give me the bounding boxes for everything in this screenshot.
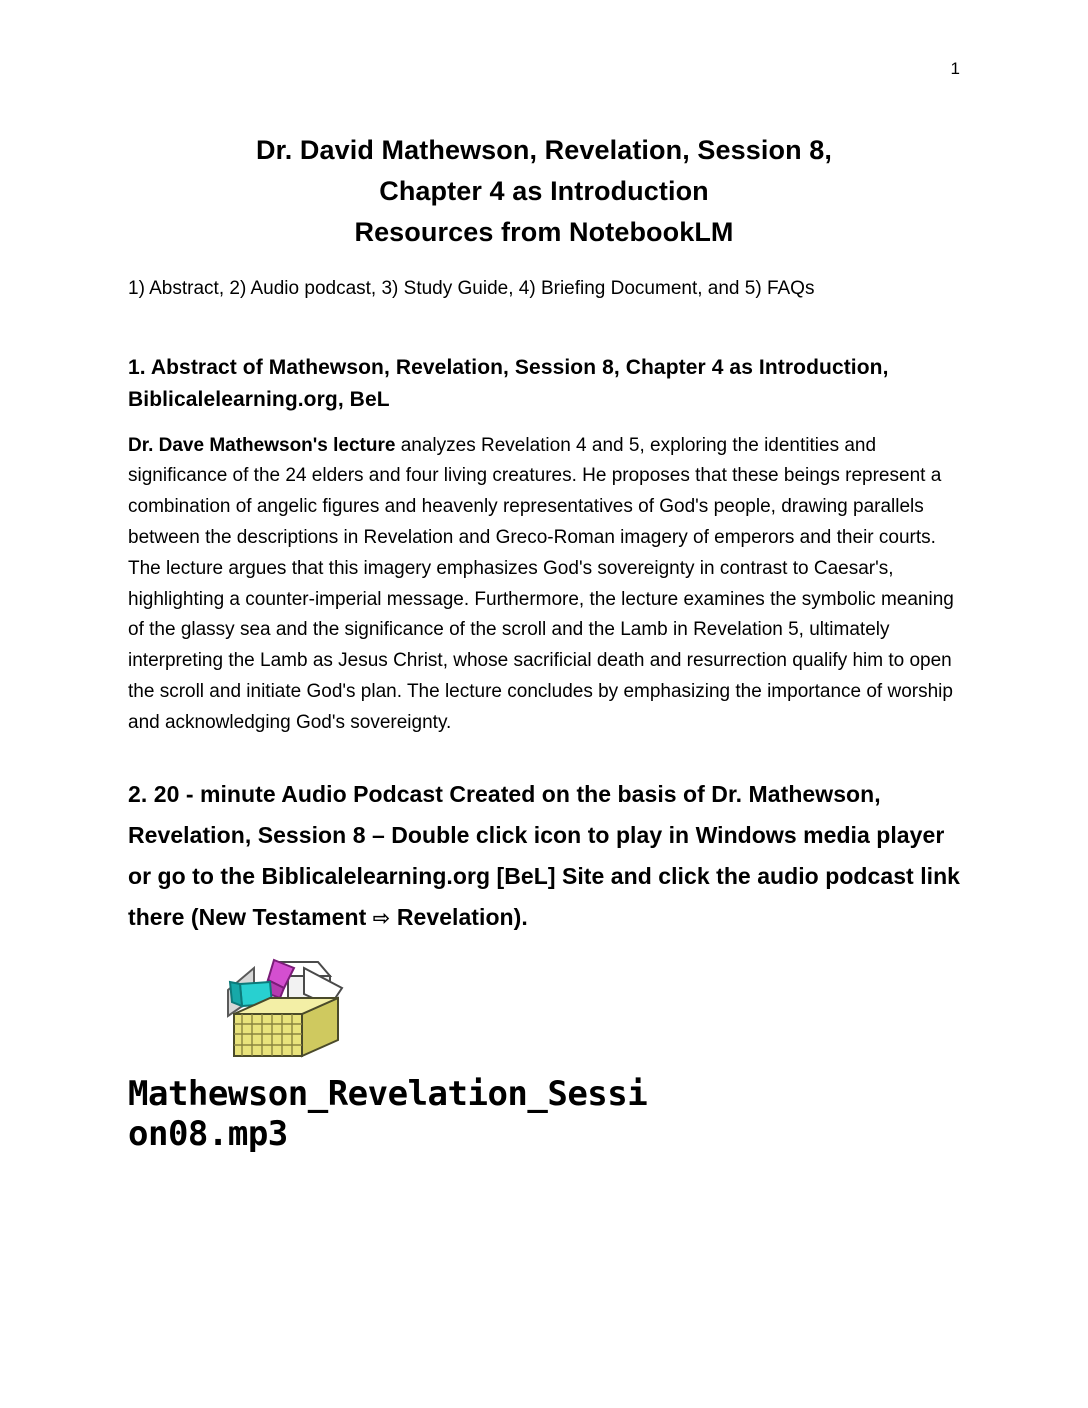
section-heading-audio-part2: Revelation). — [390, 904, 528, 931]
abstract-lead-in: Dr. Dave Mathewson's lecture — [128, 434, 396, 456]
embedded-audio-attachment[interactable] — [128, 954, 648, 1154]
abstract-body-text: analyzes Revelation 4 and 5, exploring the identities and significance of the 24 elders and four living creatures. He proposes that these beings represent a combination of angelic figures and heavenly representatives of God's people, drawing parallels between the descriptions in Revelation and Greco-Roman imagery of emperors and their courts. The lecture argues that this imagery emphasizes God's sovereignty in contrast to Caesar's, highlighting a counter-imperial message. Furthermore, the lecture examines the symbolic meaning of the glassy sea and the significance of the scroll and the Lamb in Revelation 5, ultimately interpreting the Lamb as Jesus Christ, whose sacrificial death and resurrection qualify him to open the scroll and initiate God's plan. The lecture concludes by emphasizing the importance of worship and acknowledging God's sovereignty. — [128, 434, 954, 733]
section-heading-audio-part1: 2. 20 - minute Audio Podcast Created on the basis of Dr. Mathewson, Revelation, Session 8 – Double click icon to play in Windows media player or go to the Biblicalelearning.org [BeL] Site and click the audio podcast link there (New Testament — [128, 781, 961, 931]
page-title-line-1: Dr. David Mathewson, Revelation, Session 8, — [256, 135, 832, 165]
attachment-filename[interactable]: Mathewson_Revelation_Session08.mp3 — [128, 1074, 648, 1154]
page-title-line-2: Chapter 4 as Introduction — [379, 176, 709, 207]
package-box-icon[interactable] — [218, 954, 368, 1064]
page-number: 1 — [950, 59, 960, 78]
page-title — [128, 130, 960, 253]
right-arrow-icon: ⇨ — [372, 906, 391, 931]
abstract-paragraph — [128, 431, 960, 739]
section-heading-abstract: 1. Abstract of Mathewson, Revelation, Session 8, Chapter 4 as Introduction, Biblicalelearning.org, BeL — [128, 355, 889, 412]
attachment-icon-wrap[interactable] — [128, 954, 458, 1069]
page-title-line-3: Resources from NotebookLM — [354, 217, 734, 248]
section-heading-audio-podcast — [128, 774, 960, 938]
resource-list-subtitle: 1) Abstract, 2) Audio podcast, 3) Study Guide, 4) Briefing Document, and 5) FAQs — [128, 278, 815, 300]
